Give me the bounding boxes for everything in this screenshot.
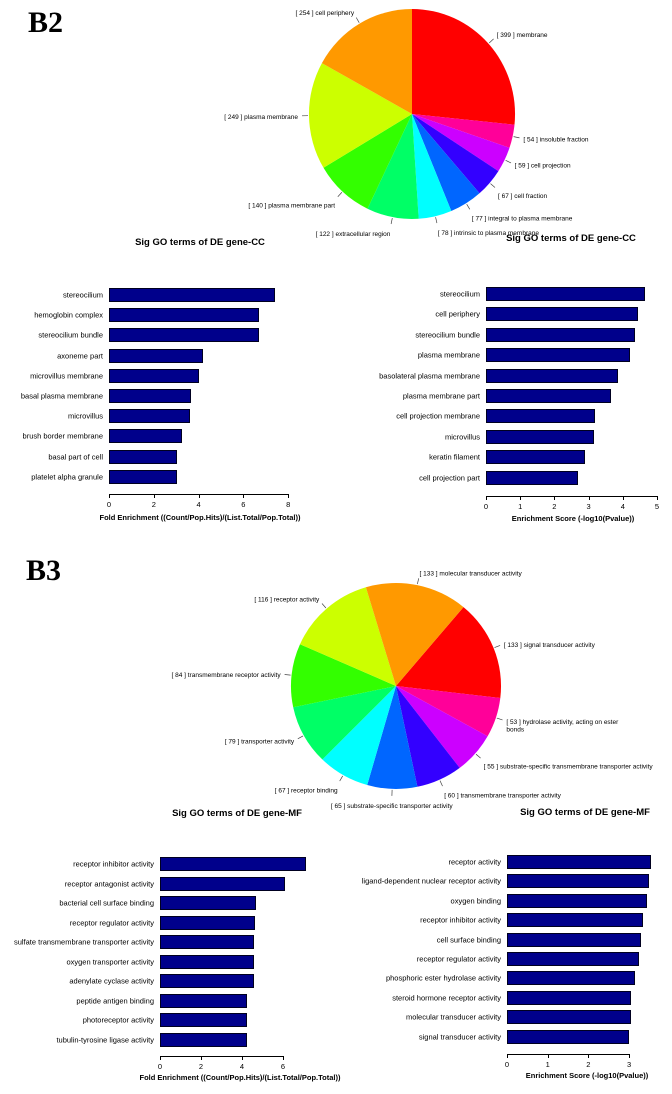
bar xyxy=(109,470,177,484)
bar-category-label: steroid hormone receptor activity xyxy=(392,993,501,1003)
x-tick-label: 8 xyxy=(286,500,291,509)
leader-line xyxy=(356,18,359,23)
bar xyxy=(160,935,254,949)
bar xyxy=(160,994,247,1008)
bar-category-label: molecular transducer activity xyxy=(405,1012,501,1022)
bar xyxy=(160,974,254,988)
bar-category-label: oxygen transporter activity xyxy=(66,957,154,966)
bar xyxy=(486,430,594,444)
x-axis-label: Enrichment Score (-log10(Pvalue)) xyxy=(525,1071,649,1080)
x-tick xyxy=(548,1054,549,1058)
bar xyxy=(486,307,638,321)
bar-category-label: microvillus xyxy=(444,432,480,442)
leader-line xyxy=(495,645,501,647)
pie-slice-label xyxy=(225,739,295,746)
bar-category-label: stereocilium bundle xyxy=(38,330,103,340)
bar-category-label: receptor inhibitor activity xyxy=(73,859,154,869)
x-tick xyxy=(283,1056,284,1060)
x-tick-label: 2 xyxy=(586,1060,591,1069)
bar xyxy=(109,349,203,363)
x-tick-label: 4 xyxy=(196,500,201,509)
pie-slice-label xyxy=(444,793,561,800)
x-tick-label: 3 xyxy=(586,502,591,511)
panel-label-b2: B2 xyxy=(28,6,64,39)
leader-line xyxy=(417,578,418,584)
pie-slice-label-line: [ 133 ] signal transducer activity xyxy=(503,641,595,649)
bar-category-label: basal part of cell xyxy=(48,452,103,462)
bar-category-label: receptor antagonist activity xyxy=(64,879,154,888)
pie-slice-label-line: [ 67 ] receptor binding xyxy=(274,787,338,795)
bar-category-label: oxygen binding xyxy=(450,896,501,906)
x-tick xyxy=(507,1054,508,1058)
leader-line xyxy=(514,137,520,138)
bar-category-label: receptor inhibitor activity xyxy=(420,915,501,925)
pie-slice-label xyxy=(248,203,335,210)
pie-slice-label xyxy=(506,719,619,734)
bar xyxy=(507,991,631,1005)
x-tick-label: 6 xyxy=(280,1062,286,1071)
bar-category-label: sulfate transmembrane transporter activity xyxy=(13,937,154,947)
pie-slice xyxy=(412,9,515,125)
bar-category-label: brush border membrane xyxy=(22,431,103,441)
bar xyxy=(486,287,645,301)
bar-category-label: stereocilium xyxy=(62,290,103,300)
x-tick xyxy=(588,1054,589,1058)
leader-line xyxy=(338,192,342,196)
leader-line xyxy=(436,217,437,223)
x-tick-label: 4 xyxy=(620,502,625,511)
bar-category-label: microvillus xyxy=(67,411,103,421)
bar-category-label: tubulin-tyrosine ligase activity xyxy=(56,1035,154,1044)
bar xyxy=(486,348,630,362)
pie-slice-label-line: [ 65 ] substrate-specific transporter activity xyxy=(330,802,453,810)
x-axis-line xyxy=(486,496,657,497)
bar xyxy=(160,857,306,871)
x-tick-label: 6 xyxy=(241,500,246,509)
x-tick xyxy=(242,1056,243,1060)
bar-category-label: axoneme part xyxy=(57,351,103,361)
bar xyxy=(507,874,649,888)
x-axis-line xyxy=(160,1056,283,1057)
bar xyxy=(507,913,643,927)
x-tick-label: 0 xyxy=(504,1060,510,1069)
leader-line xyxy=(440,781,443,787)
bar xyxy=(507,1010,631,1024)
bar-category-label: cell periphery xyxy=(435,309,480,319)
bar xyxy=(160,916,255,930)
bar xyxy=(160,955,254,969)
pie-slice-label xyxy=(504,642,596,649)
x-tick-label: 2 xyxy=(151,500,156,509)
pie-slice-label xyxy=(275,788,338,795)
pie-slice-label xyxy=(498,193,548,200)
bar-category-label: stereocilium xyxy=(439,289,480,299)
x-tick xyxy=(109,494,110,498)
pie-slice-label-line: [ 116 ] receptor activity xyxy=(254,596,320,604)
x-tick xyxy=(288,494,289,498)
pie-slice-label-line: [ 140 ] plasma membrane part xyxy=(248,202,336,210)
x-axis-label: Fold Enrichment ((Count/Pop.Hits)/(List.Total/Pop.Total)) xyxy=(99,513,301,522)
bar-category-label: microvillus membrane xyxy=(30,371,103,381)
bar xyxy=(160,877,285,891)
pie-slice-label xyxy=(254,597,320,604)
x-tick-label: 1 xyxy=(545,1060,550,1069)
bar-category-label: plasma membrane part xyxy=(402,391,480,401)
pie-slice-label xyxy=(515,163,571,170)
chart-title: Sig GO terms of DE gene-CC xyxy=(135,237,265,248)
pie-slice-label-line: [ 59 ] cell projection xyxy=(514,162,571,170)
pie-slice-label-line: bonds xyxy=(506,726,525,734)
pie-slice-label-line: [ 79 ] transporter activity xyxy=(224,738,295,746)
x-tick-label: 2 xyxy=(198,1062,204,1071)
bar-category-label: adenylate cyclase activity xyxy=(69,976,154,986)
x-tick-label: 4 xyxy=(239,1062,245,1071)
pie-slice-label-line: [ 55 ] substrate-specific transmembrane transporter activity xyxy=(483,763,653,771)
bar-category-label: phosphoric ester hydrolase activity xyxy=(385,973,501,983)
bar-category-label: basal plasma membrane xyxy=(20,391,103,401)
pie-slice-label xyxy=(224,114,298,121)
leader-line xyxy=(340,776,343,781)
leader-line xyxy=(467,204,470,209)
pie-slice-label xyxy=(296,10,355,17)
leader-line xyxy=(285,675,291,676)
x-tick xyxy=(199,494,200,498)
pie-slice-label xyxy=(472,216,573,223)
bar-category-label: cell projection part xyxy=(419,473,480,483)
bar xyxy=(486,450,585,464)
bar xyxy=(486,471,578,485)
bar-category-label: bacterial cell surface binding xyxy=(59,898,154,908)
bar-category-label: photoreceptor activity xyxy=(82,1015,154,1025)
x-tick xyxy=(657,496,658,500)
x-axis-label: Fold Enrichment ((Count/Pop.Hits)/(List.Total/Pop.Total)) xyxy=(139,1073,341,1082)
x-tick-label: 0 xyxy=(483,502,489,511)
x-tick-label: 2 xyxy=(552,502,557,511)
bar xyxy=(486,409,595,423)
bar xyxy=(507,971,635,985)
pie-slice-label xyxy=(420,570,523,577)
bar-category-label: peptide antigen binding xyxy=(76,996,154,1005)
bar xyxy=(507,933,641,947)
bar-category-label: plasma membrane xyxy=(417,350,480,360)
pie-slice-label-line: [ 77 ] integral to plasma membrane xyxy=(471,215,573,223)
panel-label-b3: B3 xyxy=(26,554,62,587)
bar-category-label: receptor regulator activity xyxy=(416,954,501,964)
bar-category-label: keratin filament xyxy=(429,452,480,462)
bar xyxy=(507,1030,629,1044)
pie-slice-label-line: [ 84 ] transmembrane receptor activity xyxy=(171,672,281,679)
leader-line xyxy=(506,160,511,163)
pie-slice-label-line: [ 254 ] cell periphery xyxy=(295,10,355,18)
x-tick-label: 5 xyxy=(654,502,660,511)
bar xyxy=(109,409,190,423)
pie-slice-label-line: [ 249 ] plasma membrane xyxy=(224,113,298,121)
leader-line xyxy=(391,218,392,224)
bar-category-label: platelet alpha granule xyxy=(31,472,103,482)
bar-category-label: cell projection membrane xyxy=(396,411,480,421)
pie-plot xyxy=(0,0,672,252)
bar xyxy=(160,896,256,910)
bar-category-label: stereocilium bundle xyxy=(415,330,480,340)
bar-category-label: signal transducer activity xyxy=(418,1032,501,1042)
bar-category-label: receptor activity xyxy=(448,857,501,867)
x-tick-label: 0 xyxy=(157,1062,163,1071)
x-tick xyxy=(154,494,155,498)
x-axis-label: Enrichment Score (-log10(Pvalue)) xyxy=(511,514,635,523)
bar xyxy=(109,429,182,443)
pie-slice-label xyxy=(171,672,281,679)
pie-slice-label-line: [ 53 ] hydrolase activity, acting on ester xyxy=(506,719,619,727)
bar-category-label: ligand-dependent nuclear receptor activity xyxy=(361,876,501,886)
bar xyxy=(486,369,618,383)
bar xyxy=(507,855,651,869)
pie-slice-label-line: [ 122 ] extracellular region xyxy=(315,230,391,238)
pie-slice-label xyxy=(484,764,654,771)
bar xyxy=(507,894,647,908)
x-tick xyxy=(243,494,244,498)
bar xyxy=(486,328,635,342)
bar xyxy=(160,1033,247,1047)
bar-category-label: cell surface binding xyxy=(436,935,501,945)
x-tick xyxy=(486,496,487,500)
x-tick-label: 0 xyxy=(106,500,112,509)
x-tick xyxy=(520,496,521,500)
chart-title: Sig GO terms of DE gene-MF xyxy=(172,808,302,819)
pie-slice-label xyxy=(331,803,453,810)
x-tick xyxy=(623,496,624,500)
pie-slice-label-line: [ 60 ] transmembrane transporter activity xyxy=(444,792,561,800)
x-tick-label: 1 xyxy=(518,502,523,511)
pie-slice-label-line: [ 133 ] molecular transducer activity xyxy=(419,570,522,578)
bar-category-label: hemoglobin complex xyxy=(34,310,103,320)
leader-line xyxy=(298,736,303,739)
leader-line xyxy=(497,718,503,720)
x-tick xyxy=(201,1056,202,1060)
bar xyxy=(109,328,259,342)
bar xyxy=(486,389,611,403)
bar xyxy=(160,1013,247,1027)
leader-line xyxy=(491,184,496,188)
pie-slice-label-line: [ 399 ] membrane xyxy=(496,32,548,40)
x-tick-label: 3 xyxy=(627,1060,632,1069)
leader-line xyxy=(476,754,481,758)
pie-plot xyxy=(0,552,672,808)
bar xyxy=(109,288,275,302)
pie-slice-label-line: [ 54 ] insoluble fraction xyxy=(523,136,589,144)
leader-line xyxy=(322,604,326,609)
bar xyxy=(109,389,191,403)
pie-slice-label xyxy=(523,137,588,144)
pie-slice-label-line: [ 78 ] intrinsic to plasma membrane xyxy=(437,230,539,237)
bar xyxy=(109,369,199,383)
bar xyxy=(507,952,639,966)
bar xyxy=(109,308,259,322)
chart-title: Sig GO terms of DE gene-CC xyxy=(506,233,636,244)
x-tick xyxy=(589,496,590,500)
x-axis-line xyxy=(507,1054,629,1055)
leader-line xyxy=(489,39,493,43)
chart-title: Sig GO terms of DE gene-MF xyxy=(520,807,650,818)
bar-category-label: receptor regulator activity xyxy=(69,918,154,927)
x-tick xyxy=(160,1056,161,1060)
bar xyxy=(109,450,177,464)
pie-slice-label-line: [ 67 ] cell fraction xyxy=(498,193,548,201)
x-tick xyxy=(554,496,555,500)
x-tick xyxy=(629,1054,630,1058)
pie-slice-label xyxy=(316,231,391,238)
bar-category-label: basolateral plasma membrane xyxy=(379,371,480,381)
pie-slice-label xyxy=(497,32,548,39)
